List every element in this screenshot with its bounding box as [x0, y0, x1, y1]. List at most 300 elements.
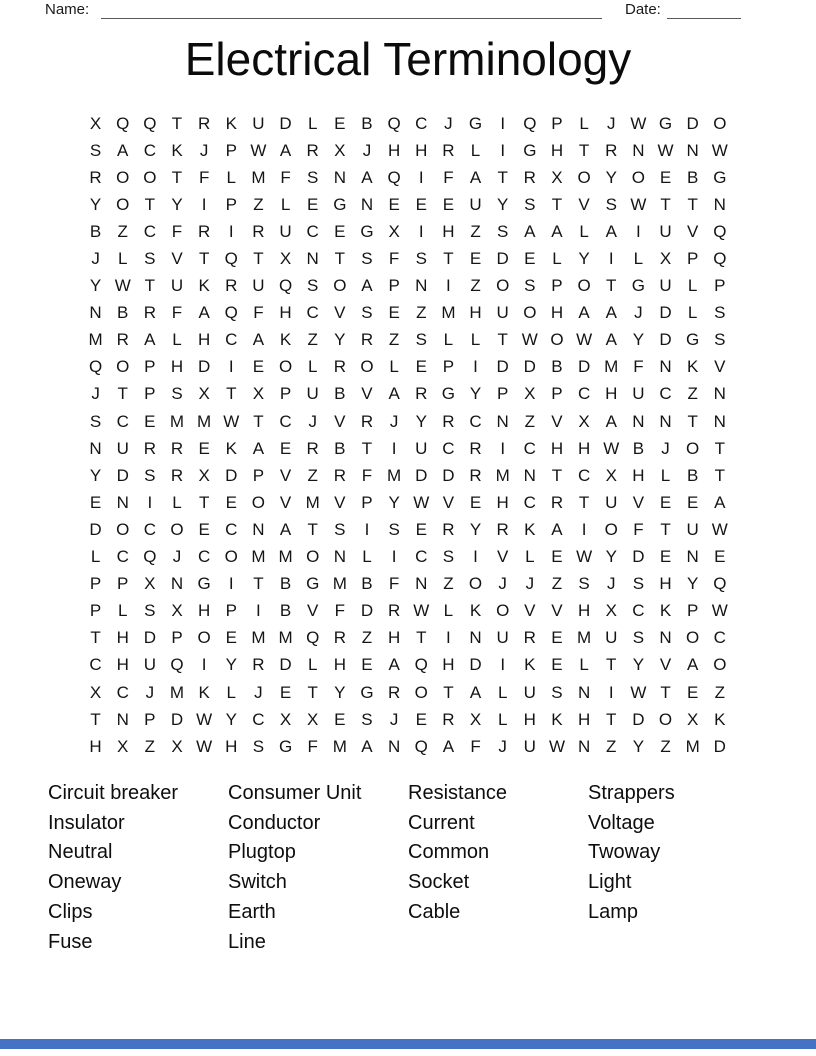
grid-letter: W [711, 519, 728, 539]
grid-letter: X [198, 384, 210, 404]
grid-letter: G [306, 574, 320, 594]
grid-letter: M [251, 547, 266, 567]
word-list-column [588, 779, 768, 957]
grid-letter: R [442, 411, 455, 431]
grid-letter: O [658, 709, 673, 729]
grid-letter: M [332, 574, 347, 594]
grid-letter: D [197, 357, 211, 377]
grid-letter: G [631, 276, 645, 296]
grid-letter: E [279, 438, 292, 458]
grid-letter: S [334, 519, 346, 539]
grid-letter: E [334, 709, 346, 729]
grid-letter: E [225, 628, 237, 648]
grid-letter: P [442, 357, 455, 377]
grid-letter: D [659, 330, 672, 350]
grid-letter: L [172, 330, 182, 350]
grid-letter: H [333, 655, 346, 675]
grid-letter: W [413, 492, 430, 512]
grid-letter: T [117, 384, 128, 404]
grid-letter: Z [443, 574, 454, 594]
word-list-item: Twoway [588, 841, 661, 864]
grid-letter: G [360, 221, 374, 241]
word-list-item: Common [408, 841, 490, 864]
grid-letter: S [171, 384, 183, 404]
grid-letter: I [418, 221, 424, 241]
grid-letter: Y [578, 249, 590, 269]
grid-letter: I [608, 249, 614, 269]
grid-letter: E [551, 547, 563, 567]
grid-letter: L [633, 249, 644, 269]
grid-letter: P [117, 574, 129, 594]
grid-letter: N [360, 194, 374, 214]
grid-letter: U [143, 655, 156, 675]
word-list-item: Earth [228, 900, 276, 923]
grid-letter: S [442, 547, 455, 567]
grid-letter: H [116, 628, 129, 648]
grid-letter: F [307, 736, 318, 756]
grid-letter: S [144, 465, 156, 485]
grid-letter: P [144, 709, 156, 729]
grid-letter: T [198, 492, 210, 512]
grid-letter: C [143, 221, 156, 241]
grid-letter: C [116, 547, 129, 567]
grid-letter: X [117, 736, 129, 756]
grid-letter: M [197, 411, 212, 431]
grid-letter: I [500, 655, 506, 675]
grid-letter: N [713, 411, 726, 431]
grid-letter: N [333, 167, 346, 187]
grid-letter: E [279, 682, 292, 702]
grid-letter: S [714, 330, 726, 350]
grid-letter: O [468, 574, 483, 594]
grid-letter: D [577, 357, 591, 377]
grid-letter: Y [632, 655, 645, 675]
grid-letter: Y [89, 276, 102, 296]
grid-letter: E [334, 113, 346, 133]
grid-letter: M [441, 303, 456, 323]
grid-letter: D [442, 465, 455, 485]
grid-letter: I [446, 276, 451, 296]
grid-letter: U [523, 682, 536, 702]
grid-letter: J [145, 682, 155, 702]
grid-letter: K [469, 601, 482, 621]
grid-letter: Z [714, 682, 725, 702]
grid-letter: V [279, 492, 292, 512]
grid-letter: H [496, 492, 509, 512]
grid-letter: X [252, 384, 265, 404]
grid-letter: O [631, 167, 645, 187]
grid-letter: Q [143, 113, 157, 133]
grid-letter: O [170, 519, 184, 539]
grid-letter: M [577, 628, 592, 648]
grid-letter: R [252, 221, 265, 241]
grid-letter: Z [144, 736, 156, 756]
grid-letter: W [630, 194, 647, 214]
grid-letter: A [252, 330, 265, 350]
grid-letter: K [686, 357, 699, 377]
grid-letter: G [686, 330, 700, 350]
grid-letter: R [306, 140, 319, 160]
grid-letter: T [361, 438, 373, 458]
grid-letter: L [552, 249, 562, 269]
grid-letter: N [170, 574, 184, 594]
grid-letter: T [144, 194, 156, 214]
grid-letter: T [253, 574, 264, 594]
grid-letter: N [659, 628, 672, 648]
grid-letter: K [171, 140, 183, 160]
grid-letter: Y [632, 330, 645, 350]
grid-letter: W [521, 330, 538, 350]
grid-letter: X [578, 411, 590, 431]
grid-letter: H [577, 438, 591, 458]
grid-letter: R [387, 601, 401, 621]
grid-letter: Q [387, 113, 401, 133]
grid-letter: Z [660, 736, 671, 756]
grid-letter: Z [524, 411, 536, 431]
grid-letter: C [415, 113, 428, 133]
grid-letter: H [197, 601, 211, 621]
grid-letter: S [714, 303, 726, 323]
grid-letter: G [713, 167, 727, 187]
grid-letter: E [252, 357, 265, 377]
grid-letter: Y [334, 682, 346, 702]
grid-letter: E [659, 492, 672, 512]
word-list-item: Light [588, 871, 632, 894]
grid-letter: J [199, 140, 209, 160]
grid-letter: L [307, 113, 318, 133]
grid-letter: W [548, 736, 565, 756]
grid-letter: K [524, 519, 536, 539]
grid-letter: A [144, 330, 156, 350]
grid-letter: C [659, 384, 672, 404]
grid-letter: R [605, 140, 618, 160]
grid-letter: H [523, 709, 536, 729]
word-list-item: Strappers [588, 782, 675, 804]
grid-letter: F [171, 221, 183, 241]
wordsearch-grid [82, 110, 733, 760]
grid-letter: Y [171, 194, 183, 214]
word-list-item: Neutral [48, 841, 113, 864]
grid-letter: W [223, 411, 240, 431]
grid-letter: K [198, 276, 210, 296]
grid-letter: T [714, 465, 725, 485]
grid-letter: A [361, 736, 373, 756]
grid-letter: U [170, 276, 184, 296]
grid-letter: L [579, 221, 589, 241]
grid-letter: Q [523, 113, 537, 133]
grid-letter: R [360, 411, 374, 431]
grid-letter: J [389, 709, 399, 729]
grid-letter: C [415, 547, 428, 567]
grid-letter: Q [224, 303, 238, 323]
grid-letter: K [659, 601, 672, 621]
grid-letter: A [714, 492, 726, 512]
grid-letter: G [278, 736, 293, 756]
grid-letter: P [89, 574, 102, 594]
grid-letter: X [469, 709, 482, 729]
grid-letter: Y [89, 465, 102, 485]
grid-letter: N [252, 519, 265, 539]
grid-letter: K [225, 438, 237, 458]
grid-letter: J [606, 113, 616, 133]
grid-letter: H [469, 303, 482, 323]
grid-letter: H [550, 303, 564, 323]
grid-letter: L [579, 655, 589, 675]
grid-letter: J [525, 574, 535, 594]
grid-letter: L [362, 547, 372, 567]
grid-letter: N [469, 628, 482, 648]
grid-letter: U [306, 384, 319, 404]
grid-letter: O [713, 113, 727, 133]
grid-letter: F [633, 357, 644, 377]
grid-letter: J [362, 140, 372, 160]
grid-letter: E [415, 519, 427, 539]
grid-letter: E [659, 167, 672, 187]
grid-letter: X [171, 601, 183, 621]
grid-letter: E [198, 519, 210, 539]
grid-letter: S [578, 574, 590, 594]
grid-letter: S [415, 249, 427, 269]
grid-letter: J [498, 574, 507, 594]
grid-letter: N [632, 140, 645, 160]
grid-letter: O [604, 519, 618, 539]
grid-letter: L [470, 330, 481, 350]
grid-letter: O [116, 194, 130, 214]
grid-letter: X [89, 113, 102, 133]
grid-letter: G [523, 140, 537, 160]
grid-letter: H [89, 736, 102, 756]
grid-letter: W [603, 438, 620, 458]
grid-letter: I [228, 221, 234, 241]
grid-letter: H [659, 574, 672, 594]
grid-letter: C [632, 601, 645, 621]
grid-letter: D [496, 249, 509, 269]
grid-letter: O [713, 655, 727, 675]
grid-letter: Z [470, 221, 481, 241]
grid-letter: H [605, 384, 618, 404]
grid-letter: Y [415, 411, 427, 431]
grid-letter: X [605, 465, 617, 485]
grid-letter: Q [224, 249, 238, 269]
grid-letter: S [361, 249, 373, 269]
grid-letter: W [413, 601, 430, 621]
grid-letter: A [469, 167, 482, 187]
grid-letter: N [387, 736, 401, 756]
grid-letter: G [468, 113, 483, 133]
grid-letter: M [251, 167, 266, 187]
grid-letter: U [523, 736, 536, 756]
grid-letter: I [581, 519, 587, 539]
grid-letter: Q [88, 357, 103, 377]
grid-letter: R [333, 357, 346, 377]
grid-letter: B [279, 601, 292, 621]
word-list-item: Circuit breaker [48, 782, 179, 804]
word-list-item: Conductor [228, 811, 321, 834]
grid-letter: Q [713, 249, 727, 269]
grid-letter: E [524, 249, 536, 269]
grid-letter: H [116, 655, 129, 675]
grid-letter: L [172, 492, 182, 512]
grid-letter: A [198, 303, 210, 323]
grid-letter: D [89, 519, 102, 539]
grid-letter: T [144, 276, 156, 296]
grid-letter: N [577, 682, 591, 702]
grid-letter: C [197, 547, 211, 567]
grid-letter: F [633, 519, 644, 539]
grid-letter: D [225, 465, 238, 485]
grid-letter: R [442, 140, 455, 160]
grid-letter: T [226, 384, 237, 404]
grid-letter: U [469, 194, 482, 214]
grid-letter: A [605, 303, 617, 323]
grid-letter: C [713, 628, 726, 648]
grid-letter: R [89, 167, 102, 187]
grid-letter: A [279, 140, 292, 160]
grid-letter: L [687, 303, 698, 323]
grid-letter: T [416, 628, 427, 648]
grid-letter: X [334, 140, 346, 160]
grid-letter: J [444, 113, 453, 133]
grid-letter: B [686, 465, 699, 485]
grid-letter: N [577, 736, 591, 756]
grid-letter: R [197, 113, 211, 133]
grid-letter: Z [606, 736, 617, 756]
grid-letter: U [252, 276, 265, 296]
grid-letter: Z [388, 330, 400, 350]
grid-letter: T [660, 519, 671, 539]
grid-letter: T [551, 194, 563, 214]
grid-letter: O [523, 303, 537, 323]
grid-letter: O [116, 519, 130, 539]
grid-letter: W [576, 330, 593, 350]
grid-letter: U [116, 438, 129, 458]
grid-letter: T [578, 492, 590, 512]
grid-letter: K [225, 113, 237, 133]
grid-letter: R [333, 465, 346, 485]
grid-letter: H [387, 140, 401, 160]
grid-letter: C [469, 411, 482, 431]
grid-letter: Y [469, 519, 482, 539]
grid-letter: T [578, 140, 590, 160]
grid-letter: L [443, 330, 454, 350]
grid-letter: T [443, 682, 454, 702]
grid-letter: A [279, 519, 292, 539]
grid-letter: H [550, 438, 564, 458]
grid-letter: P [686, 249, 699, 269]
grid-letter: P [225, 140, 237, 160]
grid-letter: O [116, 357, 130, 377]
grid-letter: M [387, 465, 402, 485]
grid-letter: L [660, 465, 671, 485]
grid-letter: R [306, 438, 319, 458]
grid-letter: K [524, 655, 536, 675]
grid-letter: Y [605, 167, 617, 187]
grid-letter: W [196, 709, 213, 729]
grid-letter: K [551, 709, 563, 729]
grid-letter: R [415, 384, 428, 404]
grid-letter: F [388, 574, 400, 594]
grid-letter: E [307, 194, 319, 214]
grid-letter: P [388, 276, 400, 296]
grid-letter: N [496, 411, 509, 431]
grid-letter: N [306, 249, 319, 269]
grid-letter: V [632, 492, 645, 512]
grid-letter: T [687, 194, 698, 214]
grid-letter: H [170, 357, 184, 377]
grid-letter: N [686, 547, 699, 567]
grid-letter: J [172, 547, 182, 567]
grid-letter: C [89, 655, 102, 675]
grid-letter: Y [497, 194, 509, 214]
word-list-item: Switch [228, 871, 287, 894]
grid-letter: E [686, 682, 699, 702]
grid-letter: R [523, 167, 536, 187]
grid-letter: P [144, 357, 156, 377]
grid-letter: R [143, 303, 156, 323]
grid-letter: C [116, 411, 129, 431]
grid-letter: L [687, 276, 698, 296]
grid-letter: N [713, 194, 726, 214]
grid-letter: Z [416, 303, 427, 323]
grid-letter: I [228, 574, 234, 594]
grid-letter: W [630, 682, 647, 702]
grid-letter: R [469, 465, 482, 485]
grid-letter: U [686, 519, 699, 539]
grid-letter: D [143, 628, 156, 648]
grid-letter: R [387, 682, 401, 702]
grid-letter: L [497, 682, 508, 702]
grid-letter: O [360, 357, 374, 377]
grid-letter: O [278, 357, 293, 377]
word-list-item: Current [408, 811, 475, 834]
grid-letter: K [714, 709, 726, 729]
word-list-column [408, 779, 588, 957]
grid-letter: N [632, 411, 645, 431]
grid-letter: A [388, 384, 400, 404]
grid-letter: V [659, 655, 672, 675]
grid-letter: I [636, 221, 641, 241]
grid-letter: X [605, 601, 617, 621]
grid-letter: R [550, 492, 564, 512]
grid-letter: I [473, 357, 478, 377]
grid-letter: M [332, 736, 347, 756]
grid-letter: B [361, 113, 373, 133]
grid-letter: W [250, 140, 267, 160]
grid-letter: B [361, 574, 373, 594]
grid-letter: J [389, 411, 399, 431]
grid-letter: A [578, 303, 590, 323]
word-list-item: Oneway [48, 871, 122, 894]
grid-letter: L [280, 194, 291, 214]
grid-letter: Z [307, 330, 318, 350]
grid-letter: X [524, 384, 536, 404]
word-list-item: Fuse [48, 930, 93, 953]
grid-letter: I [500, 140, 506, 160]
grid-letter: E [225, 492, 237, 512]
grid-letter: S [252, 736, 265, 756]
word-list-item: Line [228, 930, 266, 953]
grid-letter: N [659, 357, 672, 377]
grid-letter: M [495, 465, 510, 485]
grid-letter: O [550, 330, 564, 350]
grid-letter: T [606, 655, 617, 675]
grid-letter: I [500, 438, 506, 458]
grid-letter: O [251, 492, 266, 512]
name-label: Name: [45, 1, 90, 18]
grid-letter: X [198, 465, 210, 485]
grid-letter: C [306, 221, 319, 241]
grid-letter: D [686, 113, 699, 133]
